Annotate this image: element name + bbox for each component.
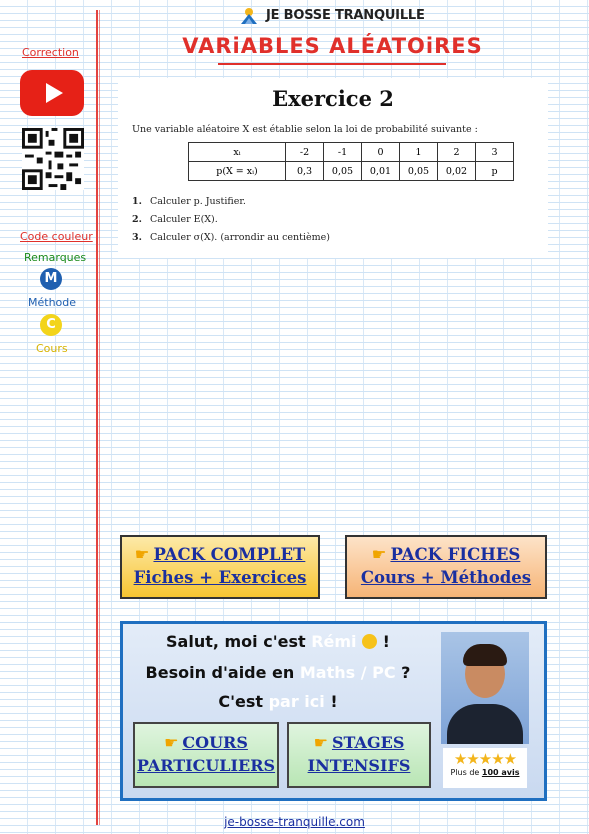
question-text: Calculer σ(X). (arrondir au centième): [150, 232, 330, 243]
table-cell: 2: [438, 143, 476, 162]
promo-cta-text: C'est: [218, 692, 269, 711]
promo-subject: Maths / PC: [299, 663, 396, 682]
pointing-hand-icon: ☛: [371, 545, 387, 564]
photo-hair: [463, 644, 507, 666]
promo-help-end: ?: [395, 663, 411, 682]
methode-label: Méthode: [28, 296, 77, 309]
pack-fiches-sublabel: Cours + Méthodes: [360, 568, 532, 587]
table-cell: -2: [286, 143, 324, 162]
promo-greeting-end: !: [377, 632, 390, 651]
code-couleur-label: Code couleur: [20, 230, 93, 243]
question-number: 2.: [132, 214, 142, 225]
list-item: [132, 232, 330, 243]
table-cell: 0,3: [286, 162, 324, 181]
table-cell: 3: [476, 143, 514, 162]
title-underline: [218, 63, 446, 65]
cours-particuliers-sublabel: PARTICULIERS: [136, 756, 276, 775]
table-cell: p(X = xᵢ): [189, 162, 286, 181]
cours-c-icon: C: [40, 314, 62, 336]
brand-logo-icon: [238, 4, 260, 26]
margin-line-secondary: [99, 10, 100, 825]
brand-header[interactable]: [238, 4, 425, 26]
review-count-link[interactable]: 100 avis: [481, 768, 520, 777]
exercise-intro: Une variable aléatoire X est établie selon la loi de probabilité suivante :: [132, 124, 478, 135]
question-text: Calculer p. Justifier.: [150, 196, 246, 207]
question-list: [132, 196, 330, 250]
footer-website-link[interactable]: je-bosse-tranquille.com: [224, 815, 365, 829]
probability-table: [188, 142, 514, 181]
pointing-hand-icon: ☛: [164, 733, 179, 752]
smiley-icon: [362, 634, 377, 649]
photo-body: [447, 704, 523, 744]
brand-name: JE BOSSE TRANQUILLE: [266, 7, 425, 23]
table-cell: 0,05: [324, 162, 362, 181]
question-text: Calculer E(X).: [150, 214, 218, 225]
cours-particuliers-label: COURS: [182, 733, 248, 752]
review-prefix: Plus de: [450, 768, 482, 777]
qr-code-icon[interactable]: [22, 128, 84, 190]
table-cell: xᵢ: [189, 143, 286, 162]
review-count: [443, 768, 527, 777]
question-number: 1.: [132, 196, 142, 207]
table-cell: 0,01: [362, 162, 400, 181]
table-cell: 0: [362, 143, 400, 162]
star-rating-icon: ★★★★★: [453, 750, 517, 768]
table-row: [189, 143, 514, 162]
tutor-photo: [441, 632, 529, 744]
pack-complet-sublabel: Fiches + Exercices: [133, 568, 307, 587]
rating-badge[interactable]: [443, 748, 527, 788]
cours-label: Cours: [36, 342, 68, 355]
play-icon: [46, 83, 63, 103]
exercise-title: Exercice 2: [272, 86, 394, 111]
question-number: 3.: [132, 232, 142, 243]
correction-label: Correction: [22, 46, 79, 59]
table-cell: p: [476, 162, 514, 181]
table-cell: 0,05: [400, 162, 438, 181]
promo-greeting: [123, 632, 433, 651]
promo-cta-link[interactable]: par ici: [268, 692, 325, 711]
margin-line: [96, 10, 98, 825]
table-cell: -1: [324, 143, 362, 162]
pack-complet-label: PACK COMPLET: [153, 545, 306, 564]
cours-particuliers-button[interactable]: [133, 722, 279, 788]
table-row: [189, 162, 514, 181]
list-item: [132, 214, 330, 225]
table-cell: 1: [400, 143, 438, 162]
stages-intensifs-sublabel: INTENSIFS: [307, 756, 411, 775]
promo-cta: [123, 692, 433, 711]
table-cell: 0,02: [438, 162, 476, 181]
promo-cta-end: !: [324, 692, 338, 711]
remarques-label: Remarques: [24, 251, 87, 264]
promo-box: [120, 621, 547, 801]
youtube-play-button[interactable]: [20, 70, 84, 116]
stages-intensifs-label: STAGES: [331, 733, 405, 752]
pack-fiches-label: PACK FICHES: [390, 545, 521, 564]
promo-help-text: Besoin d'aide en: [145, 663, 300, 682]
promo-help: [123, 663, 433, 682]
promo-greeting-text: Salut, moi c'est: [166, 632, 312, 651]
methode-m-icon: M: [40, 268, 62, 290]
pointing-hand-icon: ☛: [134, 545, 150, 564]
pack-fiches-button[interactable]: [345, 535, 547, 599]
exercise-card: [118, 78, 548, 258]
promo-name: Rémi: [311, 632, 357, 651]
list-item: [132, 196, 330, 207]
stages-intensifs-button[interactable]: [287, 722, 431, 788]
pointing-hand-icon: ☛: [313, 733, 328, 752]
page-title: VARiABLES ALÉATOiRES: [182, 34, 483, 58]
pack-complet-button[interactable]: [120, 535, 320, 599]
